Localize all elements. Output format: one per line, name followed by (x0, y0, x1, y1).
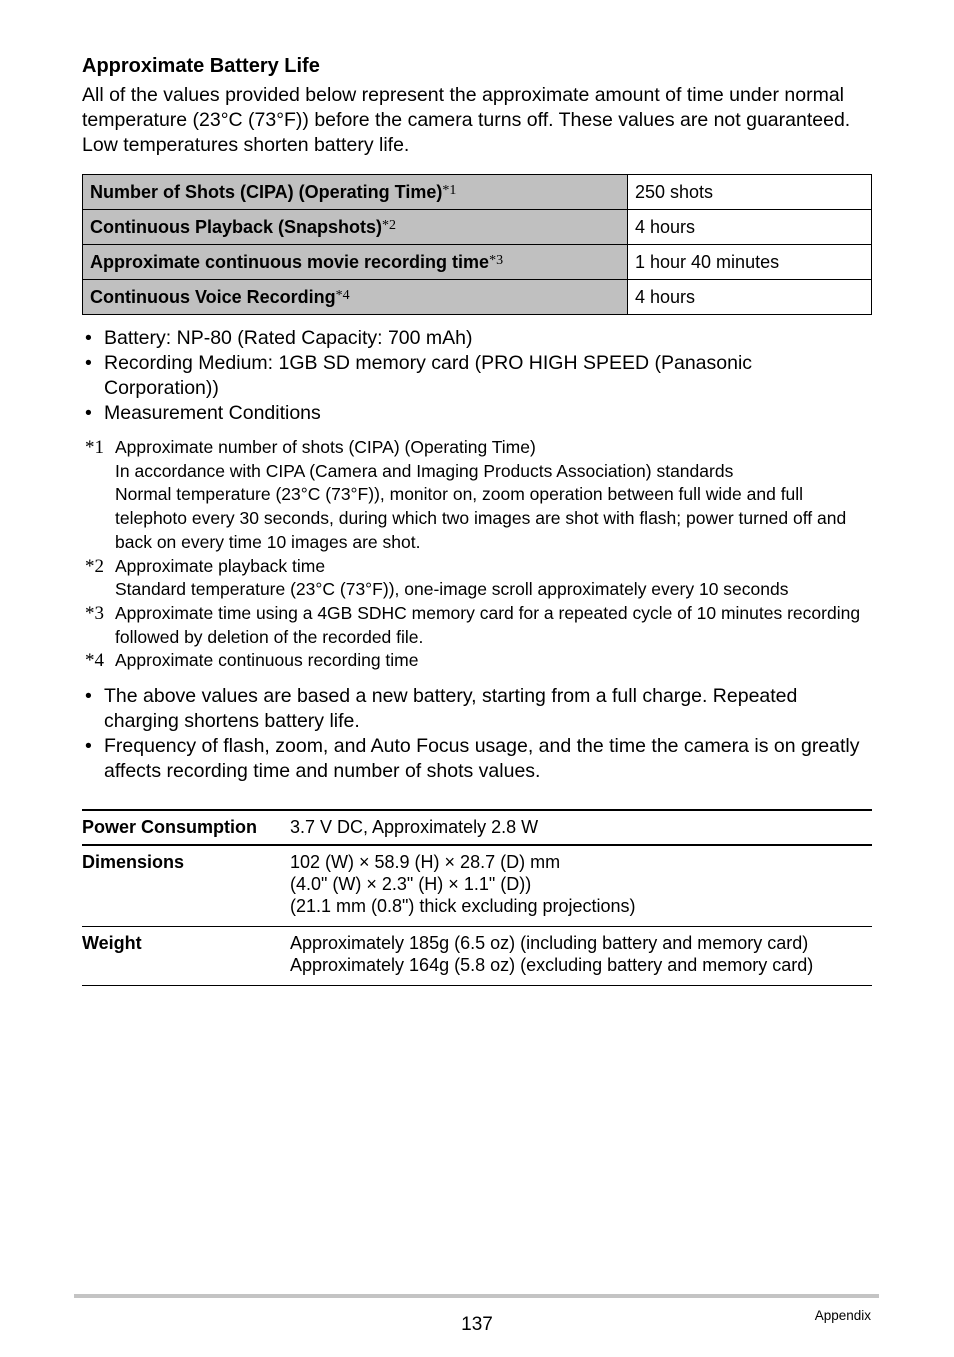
row-label: Number of Shots (CIPA) (Operating Time)$^{*1}$ (83, 175, 628, 210)
spec-value: 3.7 V DC, Approximately 2.8 W (290, 810, 872, 845)
list-item: • Measurement Conditions (85, 402, 321, 424)
table-row (83, 175, 872, 210)
spec-value: 102 (W) × 58.9 (H) × 28.7 (D) mm (4.0" (W) × 2.3" (H) × 1.1" (D)) (21.1 mm (0.8") thick excluding projections) (290, 845, 872, 927)
spec-key: Power Consumption (82, 810, 290, 845)
conditions-list (82, 326, 872, 426)
footnote-mark: *4 (85, 650, 104, 672)
spec-row (82, 810, 872, 845)
spec-key: Weight (82, 927, 290, 986)
spec-key: Dimensions (82, 845, 290, 927)
list-item: • Frequency of flash, zoom, and Auto Focus usage, and the time the camera is on greatly affects recording time and number of shots values. (85, 735, 860, 782)
bullet-icon: • (85, 327, 92, 349)
page-number: 137 (461, 1314, 493, 1335)
list-item: • Battery: NP-80 (Rated Capacity: 700 mAh) (85, 327, 473, 349)
footnote-mark: *1 (85, 437, 104, 458)
bullet-icon: • (85, 735, 92, 757)
row-value: 250 shots (628, 175, 872, 210)
footer-divider (74, 1294, 879, 1298)
footnote (82, 555, 874, 602)
bullet-icon: • (85, 352, 92, 374)
footnote-line: Approximate continuous recording time (115, 650, 419, 671)
table-row (83, 245, 872, 280)
footer-section-name: Appendix (814, 1308, 871, 1323)
spec-row (82, 927, 872, 986)
footnote-line: Normal temperature (23°C (73°F)), monitor on, zoom operation between full wide and full telephoto every 30 seconds, during which two images are shot with flash; power turned off and back on every time 10 images are shot. (115, 484, 847, 552)
row-label: Approximate continuous movie recording time$^{*3}$ (83, 245, 628, 280)
intro-paragraph: All of the values provided below represent the approximate amount of time under normal temperature (23°C (73°F)) before the camera turns off. These values are not guaranteed. Low temperatures shorten battery life. (82, 84, 851, 156)
list-item: • The above values are based a new battery, starting from a full charge. Repeated charging shortens battery life. (85, 685, 798, 732)
table-row (83, 210, 872, 245)
battery-life-table (82, 174, 872, 315)
spec-row (82, 845, 872, 927)
row-value: 1 hour 40 minutes (628, 245, 872, 280)
section-heading: Approximate Battery Life (82, 55, 320, 77)
footnote (82, 602, 874, 649)
footnotes (82, 436, 874, 673)
bullet-icon: • (85, 685, 92, 707)
footnote-line: In accordance with CIPA (Camera and Imaging Products Association) standards (115, 460, 734, 481)
footnote-line: Approximate time using a 4GB SDHC memory card for a repeated cycle of 10 minutes recording followed by deletion of the recorded file. (115, 602, 861, 647)
footnote-mark: *2 (382, 217, 397, 233)
footnote-mark: *4 (335, 287, 350, 303)
row-label: Continuous Playback (Snapshots)$^{*2}$ (83, 210, 628, 245)
specifications-table (82, 809, 872, 986)
footnote-line: Approximate playback time (115, 555, 326, 576)
footnote (82, 649, 874, 673)
footnote-mark: *3 (85, 602, 104, 624)
row-value: 4 hours (628, 210, 872, 245)
row-label: Continuous Voice Recording$^{*4}$ (83, 280, 628, 315)
footnote (82, 436, 874, 555)
footnote-mark: *2 (85, 555, 104, 577)
spec-value: Approximately 185g (6.5 oz) (including battery and memory card) Approximately 164g (5.8 oz) (excluding battery and memory card) (290, 927, 872, 986)
footnote-mark: *3 (489, 252, 504, 268)
footnote-mark: *1 (442, 182, 457, 198)
bullet-icon: • (85, 402, 92, 424)
list-item: • Recording Medium: 1GB SD memory card (PRO HIGH SPEED (Panasonic Corporation)) (85, 352, 753, 399)
battery-notes-list (82, 684, 872, 784)
row-value: 4 hours (628, 280, 872, 315)
footnote-line: Standard temperature (23°C (73°F)), one-image scroll approximately every 10 seconds (115, 579, 789, 600)
footnote-line: Approximate number of shots (CIPA) (Operating Time) (115, 437, 536, 457)
table-row (83, 280, 872, 315)
